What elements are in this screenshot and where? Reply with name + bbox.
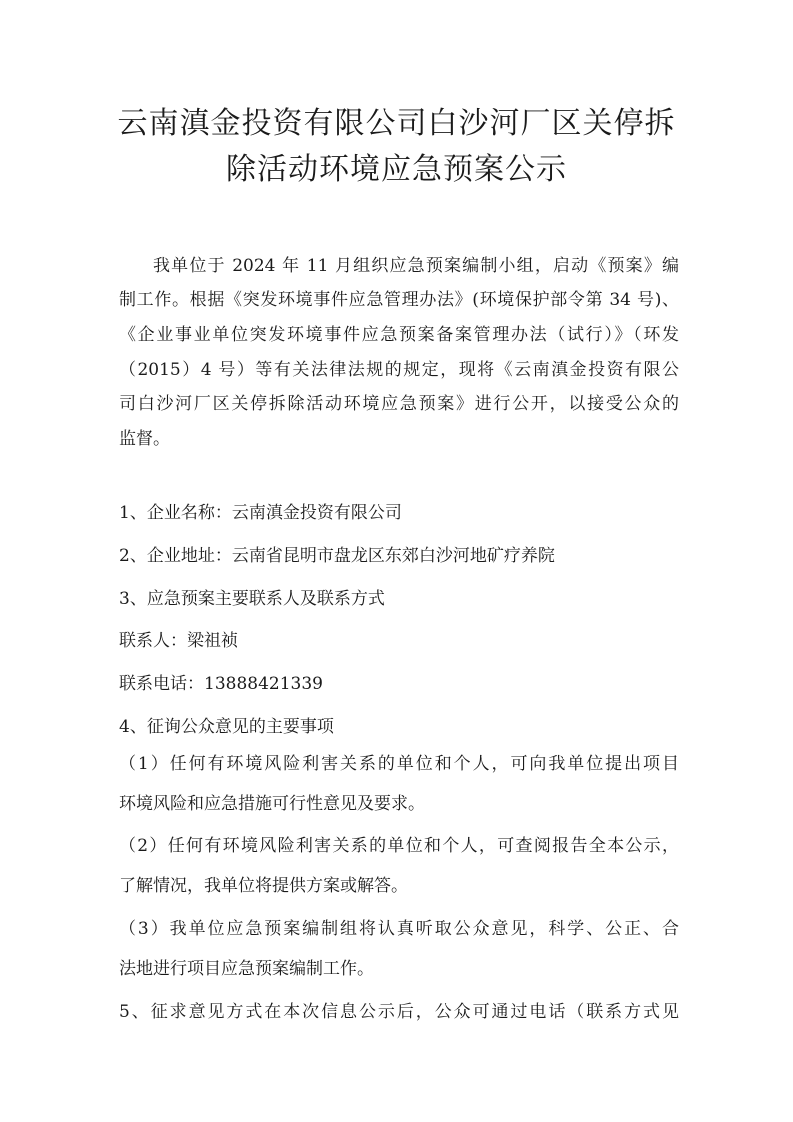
intro-paragraph-line: 我单位于 2024 年 11 月组织应急预案编制小组，启动《预案》编: [153, 256, 679, 276]
sub-item-2-line: （2）任何有环境风险利害关系的单位和个人，可查阅报告全本公示，: [119, 836, 679, 856]
sub-item-1-line: （1）任何有环境风险利害关系的单位和个人，可向我单位提出项目: [119, 754, 679, 774]
document-title-line-2: 除活动环境应急预案公示: [226, 152, 567, 187]
sub-item-1-line: 环境风险和应急措施可行性意见及要求。: [119, 794, 425, 814]
enterprise-address-item: 2、企业地址：云南省昆明市盘龙区东郊白沙河地矿疗养院: [119, 546, 555, 566]
intro-paragraph-line: 《企业事业单位突发环境事件应急预案备案管理办法（试行）》（环发: [119, 325, 679, 345]
contact-phone: 联系电话：13888421339: [119, 674, 323, 694]
public-opinion-section-item: 4、征询公众意见的主要事项: [119, 717, 334, 737]
intro-paragraph-line: 司白沙河厂区关停拆除活动环境应急预案》进行公开，以接受公众的: [119, 394, 679, 414]
sub-item-3-line: （3）我单位应急预案编制组将认真听取公众意见，科学、公正、合: [119, 919, 679, 939]
contact-person: 联系人：梁祖祯: [119, 631, 238, 651]
sub-item-3-line: 法地进行项目应急预案编制工作。: [119, 959, 374, 979]
intro-paragraph-line: （2015）4 号）等有关法律法规的规定，现将《云南滇金投资有限公: [119, 360, 679, 380]
contact-section-item: 3、应急预案主要联系人及联系方式: [119, 589, 385, 609]
sub-item-2-line: 了解情况，我单位将提供方案或解答。: [119, 876, 408, 896]
enterprise-name-item: 1、企业名称：云南滇金投资有限公司: [119, 503, 402, 523]
intro-paragraph-line: 制工作。根据《突发环境事件应急管理办法》(环境保护部令第 34 号)、: [119, 290, 679, 310]
document-title-line-1: 云南滇金投资有限公司白沙河厂区关停拆: [117, 106, 676, 141]
feedback-method-item: 5、征求意见方式在本次信息公示后，公众可通过电话（联系方式见: [119, 1002, 679, 1022]
intro-paragraph-line: 监督。: [119, 429, 170, 449]
